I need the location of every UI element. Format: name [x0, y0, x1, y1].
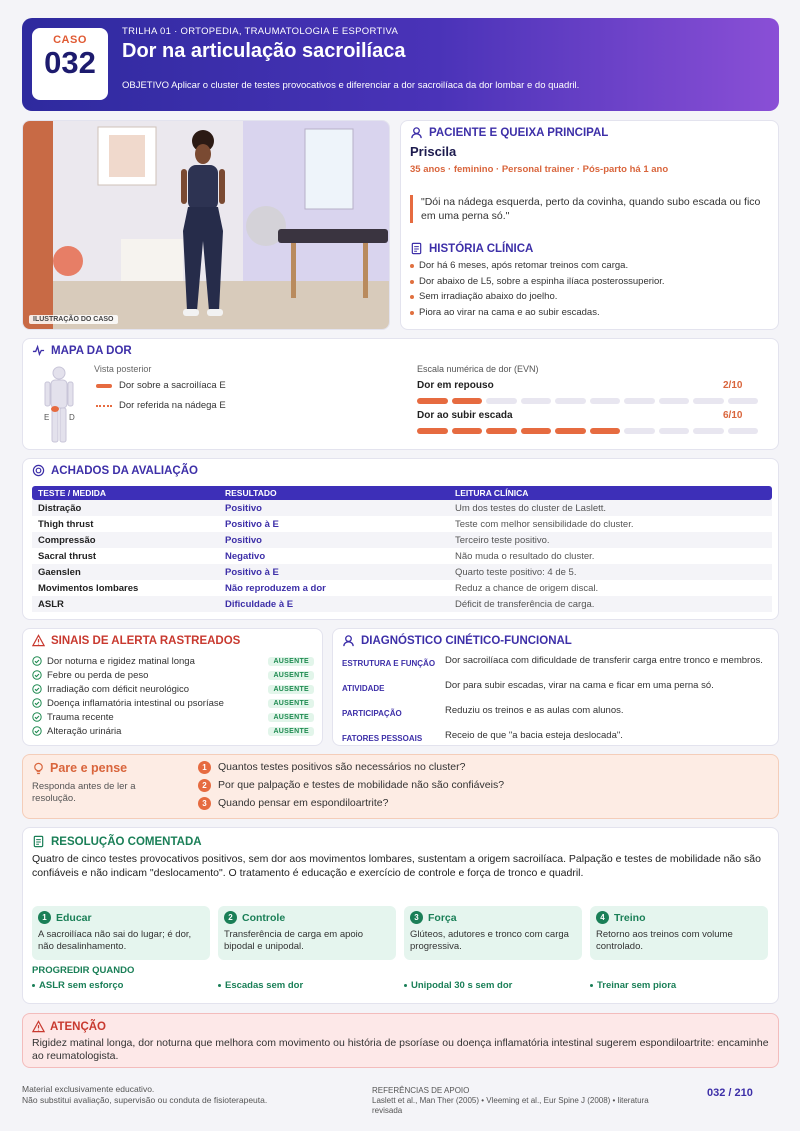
step-title-text: Educar	[56, 911, 92, 924]
document-icon	[410, 242, 423, 255]
status-badge: AUSENTE	[268, 657, 314, 666]
step-desc: Retorno aos treinos com volume controlado.	[596, 929, 733, 952]
table-cell: Positivo	[225, 502, 262, 514]
treatment-step	[404, 906, 582, 960]
findings-heading	[32, 464, 198, 477]
user-icon	[410, 126, 423, 139]
status-badge: AUSENTE	[268, 671, 314, 680]
diagnosis-row	[342, 679, 772, 695]
step-title	[224, 911, 390, 924]
column-header: TESTE / MEDIDA	[38, 488, 107, 498]
step-title-text: Controle	[242, 911, 286, 924]
column-header: LEITURA CLÍNICA	[455, 488, 529, 498]
check-circle-icon	[32, 712, 42, 722]
pain-bar-segment	[659, 398, 690, 404]
dotted-line-icon	[96, 405, 112, 407]
resolution-card	[22, 827, 779, 1004]
case-number-box	[32, 28, 108, 100]
pain-bar-segment	[624, 398, 655, 404]
table-cell: Distração	[38, 502, 82, 514]
warning-icon	[32, 634, 45, 647]
alerts-list	[32, 654, 314, 738]
status-badge: AUSENTE	[268, 727, 314, 736]
diagnosis-list	[342, 654, 772, 754]
column-header: RESULTADO	[225, 488, 277, 498]
findings-card	[22, 458, 779, 620]
treatment-step	[590, 906, 768, 960]
diagnosis-row	[342, 729, 772, 745]
case-illustration	[22, 120, 390, 330]
check-circle-icon	[32, 698, 42, 708]
rest-label: Dor em repouso	[417, 380, 494, 391]
progress-criterion	[590, 980, 676, 991]
pain-scale-title: Escala numérica de dor (EVN)	[417, 364, 539, 374]
question-item	[198, 794, 504, 812]
case-header	[22, 18, 779, 111]
findings-table	[32, 486, 772, 612]
warning-card	[22, 1013, 779, 1068]
alert-item	[32, 712, 114, 723]
rest-pain-bar	[417, 398, 758, 404]
step-desc: Transferência de carga em apoio bipodal e unipodal.	[224, 929, 364, 952]
alert-item	[32, 670, 148, 681]
alert-text: Dor noturna e rigidez matinal longa	[47, 655, 195, 667]
question-text: Quando pensar em espondiloartrite?	[218, 797, 389, 809]
pain-bar-segment	[452, 428, 483, 434]
step-desc: A sacroilíaca não sai do lugar; é dor, não desalinhamento.	[38, 929, 192, 952]
pulse-icon	[32, 344, 45, 357]
diagnosis-key: PARTICIPAÇÃO	[342, 709, 402, 718]
side-right-label: D	[69, 413, 75, 422]
patient-quote: "Dói na nádega esquerda, perto da covinha, quando subo escada ou fico em uma perna só."	[410, 195, 768, 223]
table-header	[32, 486, 772, 500]
patient-name: Priscila	[410, 144, 457, 159]
progress-criterion	[404, 980, 512, 991]
check-circle-icon	[32, 684, 42, 694]
warning-heading-text: ATENÇÃO	[50, 1020, 107, 1033]
check-circle-icon	[32, 726, 42, 736]
pain-bar-segment	[486, 398, 517, 404]
list-item	[32, 682, 314, 696]
legend-main-text: Dor sobre a sacroilíaca E	[119, 380, 226, 391]
question-number: 2	[198, 779, 211, 792]
check-circle-icon	[32, 656, 42, 666]
pain-bar-segment	[417, 428, 448, 434]
footer-disclaimer	[22, 1084, 267, 1106]
stairs-pain-bar	[417, 428, 758, 434]
table-row	[32, 548, 772, 564]
pain-bar-segment	[659, 428, 690, 434]
alert-item	[32, 726, 121, 737]
patient-heading	[410, 126, 608, 139]
step-number: 4	[596, 911, 609, 924]
diagnosis-key: FATORES PESSOAIS	[342, 734, 423, 743]
step-number: 2	[224, 911, 237, 924]
table-cell: Teste com melhor sensibilidade do cluster.	[455, 518, 634, 530]
pain-bar-segment	[728, 428, 759, 434]
table-cell: Gaenslen	[38, 566, 81, 578]
pain-bar-segment	[693, 428, 724, 434]
step-number: 3	[410, 911, 423, 924]
table-cell: Déficit de transferência de carga.	[455, 598, 595, 610]
pain-bar-segment	[521, 428, 552, 434]
diagnosis-row	[342, 654, 772, 670]
list-item	[32, 654, 314, 668]
history-heading-text: HISTÓRIA CLÍNICA	[429, 242, 534, 255]
progress-text: ASLR sem esforço	[39, 980, 124, 991]
question-text: Por que palpação e testes de mobilidade não são confiáveis?	[218, 779, 505, 791]
pain-bar-segment	[590, 428, 621, 434]
pain-bar-segment	[417, 398, 448, 404]
trail-label: TRILHA 01 · ORTOPEDIA, TRAUMATOLOGIA E ESPORTIVA	[122, 26, 399, 37]
question-number: 1	[198, 761, 211, 774]
step-title-text: Treino	[614, 911, 646, 924]
table-cell: Positivo	[225, 534, 262, 546]
refs-heading: REFERÊNCIAS DE APOIO	[372, 1086, 470, 1095]
table-row	[32, 596, 772, 612]
solid-line-icon	[96, 384, 112, 388]
think-sub: Responda antes de ler a resolução.	[32, 781, 136, 804]
table-cell: ASLR	[38, 598, 64, 610]
table-cell: Não reproduzem a dor	[225, 582, 326, 594]
question-text: Quantos testes positivos são necessários no cluster?	[218, 761, 466, 773]
list-item: Dor abaixo de L5, sobre a espinha ilíaca posterossuperior.	[410, 274, 665, 290]
question-item	[198, 776, 504, 794]
disclaimer-line: Material exclusivamente educativo.	[22, 1084, 155, 1094]
page-title: Dor na articulação sacroilíaca	[122, 40, 406, 62]
list-item: Dor há 6 meses, após retomar treinos com carga.	[410, 258, 665, 274]
think-heading	[32, 761, 127, 775]
table-row	[32, 564, 772, 580]
stairs-value: 6/10	[723, 410, 743, 421]
step-title-text: Força	[428, 911, 457, 924]
status-badge: AUSENTE	[268, 685, 314, 694]
pain-bar-segment	[693, 398, 724, 404]
warning-text: Rigidez matinal longa, dor noturna que melhora com movimento ou história de psoríase ou doença inflamatória intestinal sugerem espondiloartrite: encaminhe ao reumatologista.	[32, 1037, 769, 1062]
pain-bar-segment	[624, 428, 655, 434]
table-row	[32, 516, 772, 532]
think-card	[22, 754, 779, 819]
table-row	[32, 580, 772, 596]
illustration-image	[23, 121, 390, 330]
table-cell: Reduz a chance de origem discal.	[455, 582, 599, 594]
diagnosis-row	[342, 704, 772, 720]
progress-criterion	[32, 980, 123, 991]
alert-text: Trauma recente	[47, 711, 114, 723]
alert-text: Irradiação com déficit neurológico	[47, 683, 190, 695]
warning-icon	[32, 1020, 45, 1033]
patient-details: 35 anos · feminino · Personal trainer · Pós-parto há 1 ano	[410, 164, 669, 175]
table-cell: Negativo	[225, 550, 266, 562]
rest-value: 2/10	[723, 380, 743, 391]
case-number: 032	[44, 45, 96, 80]
diagnosis-heading-text: DIAGNÓSTICO CINÉTICO-FUNCIONAL	[361, 634, 572, 647]
table-cell: Sacral thrust	[38, 550, 97, 562]
resolution-text: Quatro de cinco testes provocativos positivos, sem dor aos movimentos lombares, sustentam a origem sacroilíaca. Palpação e testes de mobilidade não são confiáveis e não indicam "deslocamento". O tratamento é educação e exercício de controle e força de tronco e quadril.	[32, 853, 761, 879]
refs-text: Laslett et al., Man Ther (2005) • Vleeming et al., Eur Spine J (2008) • literatura revisada	[372, 1096, 649, 1115]
document-icon	[32, 835, 45, 848]
step-title	[410, 911, 576, 924]
pain-bar-segment	[452, 398, 483, 404]
pain-bar-segment	[555, 428, 586, 434]
body-figure-icon	[43, 365, 75, 445]
think-questions	[198, 758, 504, 812]
status-badge: AUSENTE	[268, 699, 314, 708]
objective-text: OBJETIVO Aplicar o cluster de testes provocativos e diferenciar a dor sacroilíaca da dor lombar e do quadril.	[122, 80, 580, 91]
resolution-heading	[32, 835, 202, 848]
table-row	[32, 500, 772, 516]
think-heading-text: Pare e pense	[50, 761, 128, 775]
alert-text: Doença inflamatória intestinal ou psoríase	[47, 697, 224, 709]
table-cell: Não muda o resultado do cluster.	[455, 550, 595, 562]
table-row	[32, 532, 772, 548]
table-cell: Positivo à E	[225, 566, 279, 578]
pain-map-card	[22, 338, 779, 450]
legend-referred-text: Dor referida na nádega E	[119, 400, 226, 411]
progress-criterion	[218, 980, 303, 991]
diagnosis-value: Dor para subir escadas, virar na cama e ficar em uma perna só.	[445, 680, 714, 691]
treatment-step	[218, 906, 396, 960]
question-item	[198, 758, 504, 776]
treatment-step	[32, 906, 210, 960]
table-cell: Quarto teste positivo: 4 de 5.	[455, 566, 577, 578]
findings-heading-text: ACHADOS DA AVALIAÇÃO	[51, 464, 198, 477]
list-item	[32, 710, 314, 724]
legend-main	[96, 380, 226, 391]
alert-text: Alteração urinária	[47, 725, 122, 737]
table-cell: Movimentos lombares	[38, 582, 139, 594]
diagnosis-value: Receio de que "a bacia esteja deslocada".	[445, 730, 623, 741]
alerts-card	[22, 628, 323, 746]
table-body	[32, 500, 772, 612]
diagnosis-key: ESTRUTURA E FUNÇÃO	[342, 659, 436, 668]
lightbulb-icon	[32, 762, 45, 775]
list-item: Piora ao virar na cama e ao subir escadas.	[410, 305, 665, 321]
list-item	[32, 696, 314, 710]
alert-text: Febre ou perda de peso	[47, 669, 149, 681]
footer-references	[372, 1086, 672, 1116]
pain-bar-segment	[521, 398, 552, 404]
alert-item	[32, 684, 189, 695]
table-cell: Dificuldade à E	[225, 598, 294, 610]
question-number: 3	[198, 797, 211, 810]
list-item	[32, 724, 314, 738]
list-item	[32, 668, 314, 682]
status-badge: AUSENTE	[268, 713, 314, 722]
progress-heading: PROGREDIR QUANDO	[32, 965, 135, 976]
legend-referred	[96, 400, 226, 411]
step-title	[596, 911, 762, 924]
target-icon	[32, 464, 45, 477]
progress-text: Unipodal 30 s sem dor	[411, 980, 513, 991]
case-label: CASO	[53, 34, 87, 46]
stairs-label: Dor ao subir escada	[417, 410, 513, 421]
pain-map-heading-text: MAPA DA DOR	[51, 344, 132, 357]
user-icon	[342, 634, 355, 647]
pain-bar-segment	[590, 398, 621, 404]
pain-bar-segment	[555, 398, 586, 404]
alerts-heading-text: SINAIS DE ALERTA RASTREADOS	[51, 634, 241, 647]
table-cell: Compressão	[38, 534, 96, 546]
side-left-label: E	[44, 413, 50, 422]
patient-card	[400, 120, 779, 330]
alerts-heading	[32, 634, 240, 647]
table-cell: Terceiro teste positivo.	[455, 534, 550, 546]
warning-heading	[32, 1020, 106, 1033]
resolution-heading-text: RESOLUÇÃO COMENTADA	[51, 835, 202, 848]
alert-item	[32, 656, 195, 667]
progress-text: Treinar sem piora	[597, 980, 677, 991]
patient-heading-text: PACIENTE E QUEIXA PRINCIPAL	[429, 126, 609, 139]
table-cell: Um dos testes do cluster de Laslett.	[455, 502, 607, 514]
step-number: 1	[38, 911, 51, 924]
check-circle-icon	[32, 670, 42, 680]
list-item: Sem irradiação abaixo do joelho.	[410, 289, 665, 305]
table-cell: Thigh thrust	[38, 518, 94, 530]
pain-bar-segment	[486, 428, 517, 434]
table-cell: Positivo à E	[225, 518, 279, 530]
disclaimer-line: Não substitui avaliação, supervisão ou conduta de fisioterapeuta.	[22, 1095, 268, 1105]
diagnosis-card	[332, 628, 779, 746]
diagnosis-value: Dor sacroilíaca com dificuldade de transferir carga entre tronco e membros.	[445, 655, 763, 666]
pain-bar-segment	[728, 398, 759, 404]
diagnosis-heading	[342, 634, 572, 647]
page-number: 032 / 210	[707, 1087, 753, 1099]
alert-item	[32, 698, 224, 709]
diagnosis-value: Reduziu os treinos e as aulas com alunos.	[445, 705, 624, 716]
view-label: Vista posterior	[94, 364, 152, 374]
history-list	[410, 258, 665, 320]
step-desc: Glúteos, adutores e tronco com carga progressiva.	[410, 929, 569, 952]
step-title	[38, 911, 204, 924]
illustration-caption: ILUSTRAÇÃO DO CASO	[29, 315, 118, 324]
progress-text: Escadas sem dor	[225, 980, 304, 991]
history-heading	[410, 242, 533, 255]
diagnosis-key: ATIVIDADE	[342, 684, 385, 693]
pain-map-heading	[32, 344, 132, 357]
